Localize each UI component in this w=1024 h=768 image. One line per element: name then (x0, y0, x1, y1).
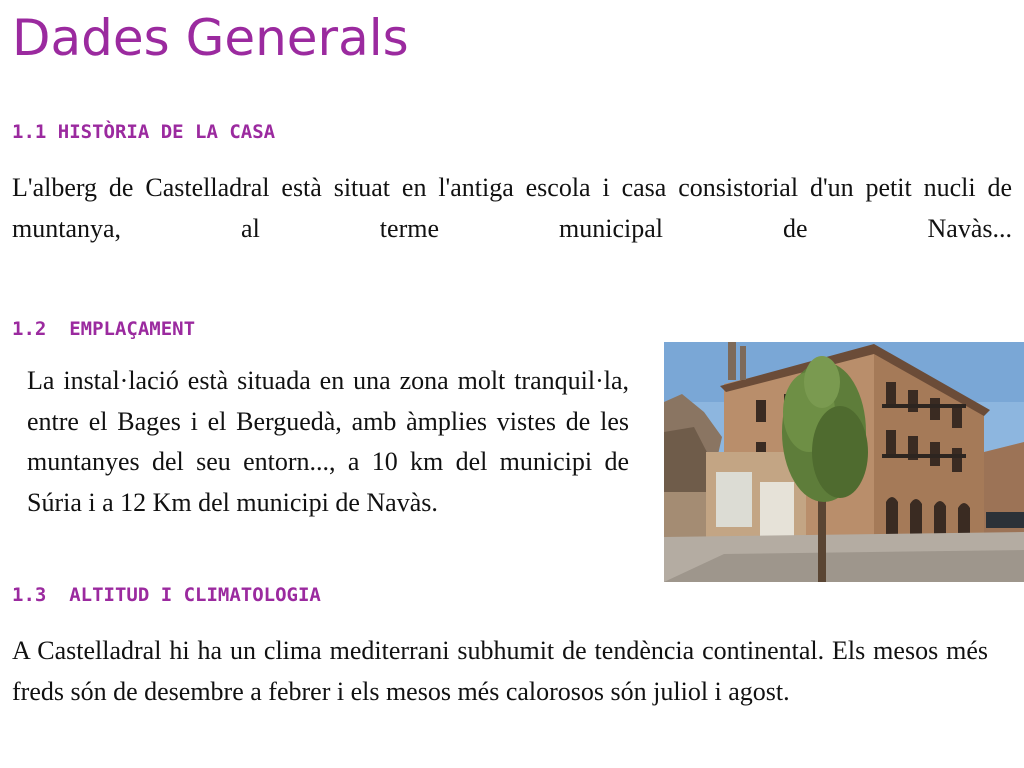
section-heading-history: 1.1 HISTÒRIA DE LA CASA (12, 121, 276, 143)
page-title: Dades Generals (12, 9, 409, 67)
section-heading-location: 1.2 EMPLAÇAMENT (12, 318, 196, 340)
paragraph-history: L'alberg de Castelladral està situat en l'antiga escola i casa consistorial d'un petit nucli de muntanya, al terme municipal de Navàs... (12, 173, 1012, 243)
building-photo (664, 342, 1024, 582)
paragraph-climate: A Castelladral hi ha un clima mediterrani subhumit de tendència continental. Els mesos més freds són de desembre a febrer i els mesos més calorosos són juliol i agost. (12, 636, 988, 706)
section-heading-climate: 1.3 ALTITUD I CLIMATOLOGIA (12, 584, 321, 606)
building-photo-illustration (664, 342, 1024, 582)
paragraph-location: La instal·lació està situada en una zona molt tranquil·la, entre el Bages i el Berguedà, amb àmplies vistes de les muntanyes del seu entorn..., a 10 km del municipi de Súria i a 12 Km del municipi de Navàs. (27, 366, 629, 517)
